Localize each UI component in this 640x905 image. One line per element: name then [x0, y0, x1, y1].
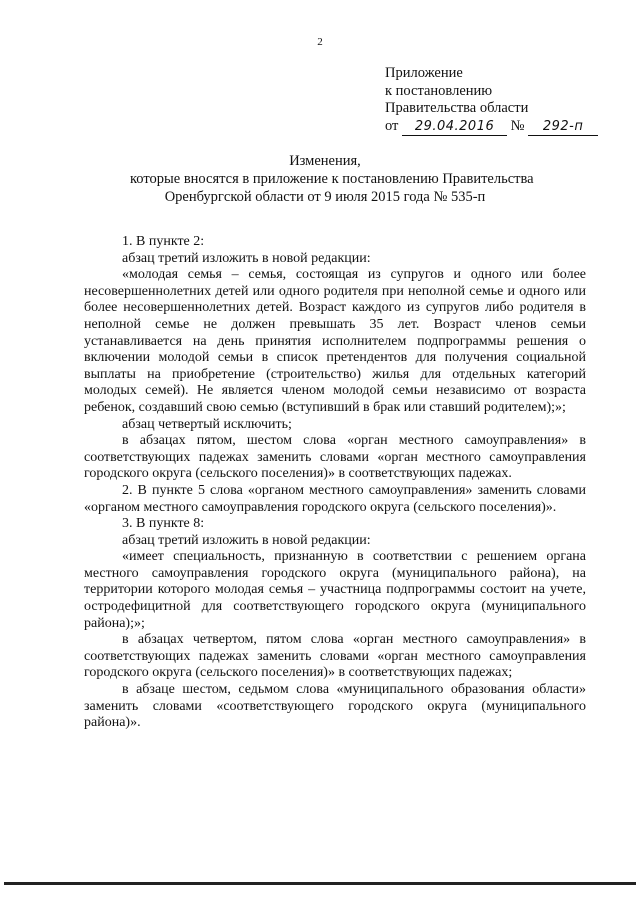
handwritten-number: 292-п [528, 118, 598, 137]
paragraph: «имеет специальность, признанную в соответствии с решением органа местного самоуправления городского округа (муниципального района), на территории которого молодая семья – участница подпрограммы состоит на учете, остродефицитной для соответствующего городского округа (муниципального района);»; [84, 549, 586, 631]
paragraph: в абзацах пятом, шестом слова «орган местного самоуправления» в соответствующих падежах заменить словами «орган местного самоуправления городского округа (сельского поселения)» в соответствующих падежах. [84, 433, 586, 482]
paragraph: 3. В пункте 8: [122, 516, 205, 532]
paragraph: абзац третий изложить в новой редакции: [122, 250, 371, 266]
appendix-line-1: Приложение [385, 65, 463, 81]
page-number: 2 [317, 36, 323, 48]
document-title [130, 152, 534, 206]
paragraph: в абзацах четвертом, пятом слова «орган местного самоуправления» в соответствующих падежах заменить словами «орган местного самоуправления городского округа (сельского поселения)» в соответствующих падежах; [84, 632, 586, 681]
appendix-line-2: к постановлению [385, 82, 493, 99]
appendix-line-3: Правительства области [385, 100, 529, 116]
paragraph: в абзаце шестом, седьмом слова «муниципального образования области» заменить словами «соответствующего городского округа (муниципального района)». [84, 682, 586, 731]
appendix-header [385, 65, 598, 136]
paragraph: «молодая семья – семья, состоящая из супругов и одного или более несовершеннолетних детей или одного родителя при неполной семье и одного или более несовершеннолетних детей. Возраст каждого из супругов либо родителя в неполной семье не должен превышать 35 лет. Возраст членов семьи устанавливается на день принятия исполнителем подпрограммы решения о включении молодой семьи в список претендентов для получения социальной выплаты на приобретение (строительство) жилья для отдельных категорий молодых семей). Не является членом молодой семьи независимо от возраста ребенок, создавший свою семью (вступивший в брак или ставший родителем);»; [84, 267, 586, 415]
paragraph: 1. В пункте 2: [122, 234, 205, 249]
title-line-3: Оренбургской области от 9 июля 2015 года № 535-п [164, 189, 486, 205]
document-body [84, 234, 586, 732]
handwritten-date: 29.04.2016 [402, 118, 507, 137]
title-line-2: которые вносятся в приложение к постановлению Правительства [130, 171, 534, 187]
number-prefix: № [510, 117, 525, 134]
paragraph: абзац четвертый исключить; [122, 416, 292, 432]
bottom-rule [4, 882, 636, 885]
paragraph: абзац третий изложить в новой редакции: [122, 532, 371, 548]
appendix-date-line [385, 118, 598, 137]
title-line-1: Изменения, [289, 153, 361, 169]
paragraph: 2. В пункте 5 слова «органом местного самоуправления» заменить словами «органом местного самоуправления городского округа (сельского поселения)». [84, 482, 586, 515]
date-prefix: от [385, 117, 399, 134]
